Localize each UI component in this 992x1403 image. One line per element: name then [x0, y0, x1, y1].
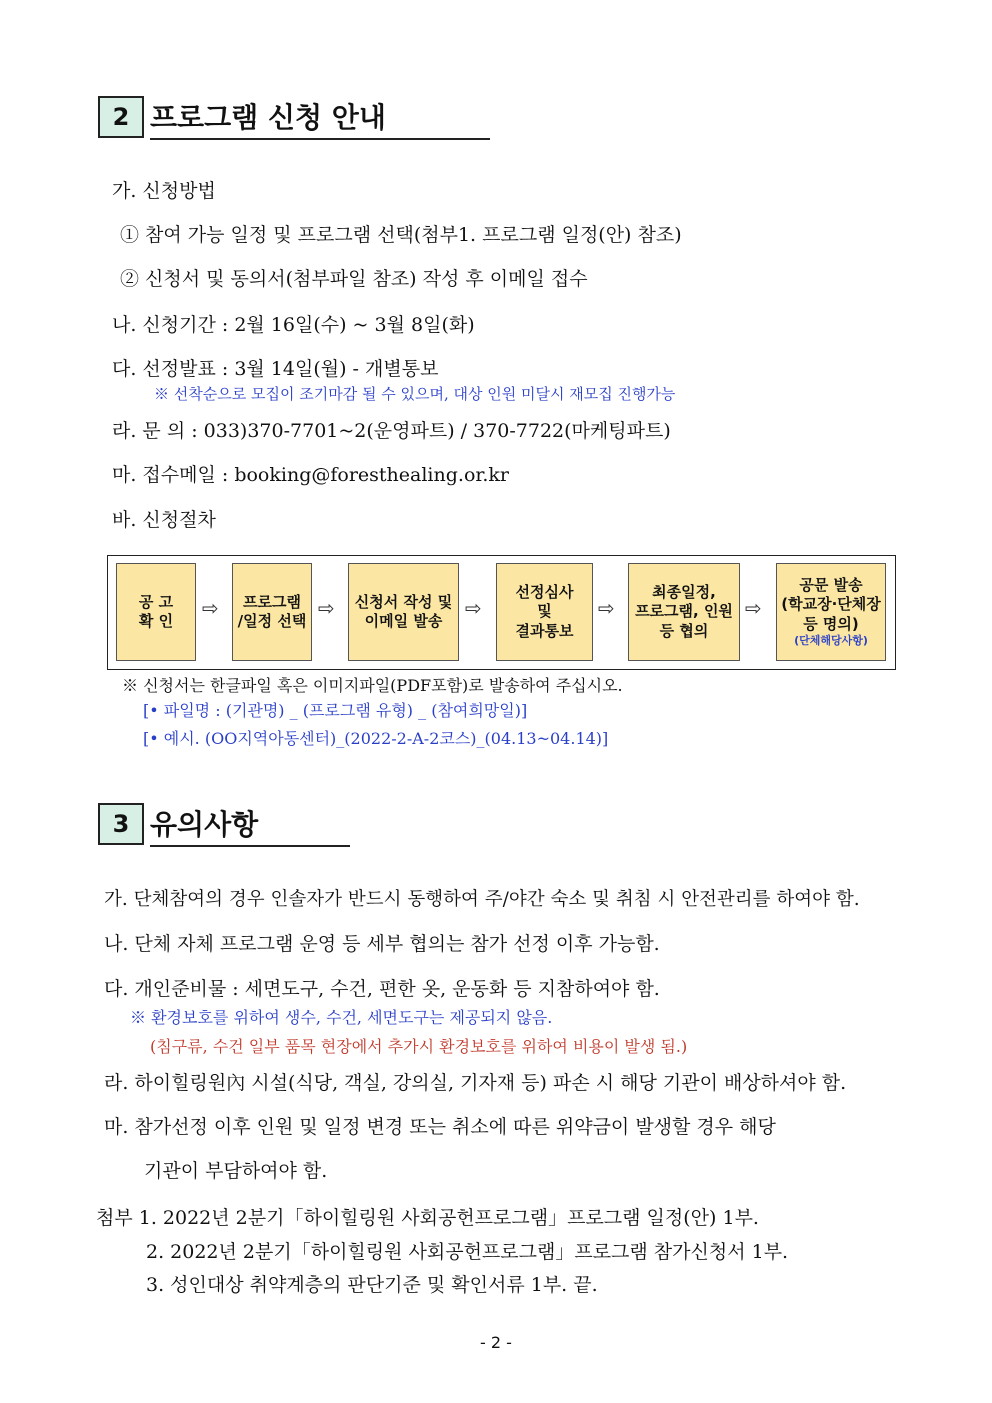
attachment-2: 2. 2022년 2분기「하이힐링원 사회공헌프로그램」프로그램 참가신청서 1부.: [146, 1241, 789, 1263]
early-closing-note: ※ 선착순으로 모집이 조기마감 될 수 있으며, 대상 인원 미달시 재모집 진행가능: [154, 385, 676, 403]
flow-step-select-program: 프로그램 /일정 선택: [232, 563, 312, 661]
flow-arrow-icon: ⇨: [318, 596, 335, 620]
flow-step-final-consultation: 최종일정, 프로그램, 인원 등 협의: [628, 563, 740, 661]
flow-step-official-letter-sub: (단체해당사항): [794, 634, 868, 648]
attachment-1: 첨부 1. 2022년 2분기「하이힐링원 사회공헌프로그램」프로그램 일정(안) 1부.: [96, 1207, 759, 1229]
caution-ma: 마. 참가선정 이후 인원 및 일정 변경 또는 취소에 따른 위약금이 발생할 경우 해당: [104, 1116, 776, 1138]
environment-note: ※ 환경보호를 위하여 생수, 수건, 세면도구는 제공되지 않음.: [130, 1008, 553, 1027]
inquiry-contact: 라. 문 의 : 033)370-7701~2(운영파트) / 370-7722(마케팅파트): [112, 420, 671, 442]
caution-ra: 라. 하이힐링원內 시설(식당, 객실, 강의실, 기자재 등) 파손 시 해당 기관이 배상하셔야 함.: [104, 1072, 847, 1094]
section-number-3: 3: [98, 803, 144, 845]
application-period: 나. 신청기간 : 2월 16일(수) ~ 3월 8일(화): [112, 314, 475, 336]
flow-step-official-letter-label: 공문 발송 (학교장·단체장 등 명의): [781, 575, 881, 633]
attachment-3: 3. 성인대상 취약계층의 판단기준 및 확인서류 1부. 끝.: [146, 1274, 598, 1296]
file-name-example: [• 예시. (OO지역아동센터)_(2022-2-A-2코스)_(04.13~04.14)]: [143, 729, 609, 748]
flow-arrow-icon: ⇨: [465, 596, 482, 620]
flow-step-official-letter: [776, 563, 886, 661]
method-step-2: ② 신청서 및 동의서(첨부파일 참조) 작성 후 이메일 접수: [120, 268, 588, 290]
environment-cost-note: (침구류, 수건 일부 품목 현장에서 추가시 환경보호를 위하여 비용이 발생 됨.): [150, 1037, 688, 1056]
caution-na: 나. 단체 자체 프로그램 운영 등 세부 협의는 참가 선정 이후 가능함.: [104, 933, 660, 955]
procedure-flow: [107, 555, 896, 670]
method-heading: 가. 신청방법: [112, 180, 216, 202]
page-number: - 2 -: [480, 1333, 512, 1352]
flow-arrow-icon: ⇨: [202, 596, 219, 620]
caution-ma-continued: 기관이 부담하여야 함.: [144, 1160, 328, 1182]
flow-arrow-icon: ⇨: [745, 596, 762, 620]
file-name-format: [• 파일명 : (기관명) _ (프로그램 유형) _ (참여희망일)]: [143, 701, 528, 720]
application-email: 마. 접수메일 : booking@foresthealing.or.kr: [112, 464, 510, 486]
method-step-1: ① 참여 가능 일정 및 프로그램 선택(첨부1. 프로그램 일정(안) 참조): [120, 224, 682, 246]
section-number-2: 2: [98, 96, 144, 138]
selection-announcement: 다. 선정발표 : 3월 14일(월) - 개별통보: [112, 358, 439, 380]
flow-step-announcement: 공 고 확 인: [116, 563, 196, 661]
flow-arrow-icon: ⇨: [598, 596, 615, 620]
file-format-note: ※ 신청서는 한글파일 혹은 이미지파일(PDF포함)로 발송하여 주십시오.: [122, 676, 623, 695]
caution-ga: 가. 단체참여의 경우 인솔자가 반드시 동행하여 주/야간 숙소 및 취침 시 안전관리를 하여야 함.: [104, 889, 860, 910]
section-title-2: 프로그램 신청 안내: [150, 96, 490, 140]
section-title-3: 유의사항: [150, 803, 350, 847]
flow-step-review-result: 선정심사 및 결과통보: [496, 563, 593, 661]
caution-da: 다. 개인준비물 : 세면도구, 수건, 편한 옷, 운동화 등 지참하여야 함.: [104, 978, 660, 1000]
flow-step-send-application: 신청서 작성 및 이메일 발송: [348, 563, 459, 661]
procedure-heading: 바. 신청절차: [112, 509, 216, 531]
